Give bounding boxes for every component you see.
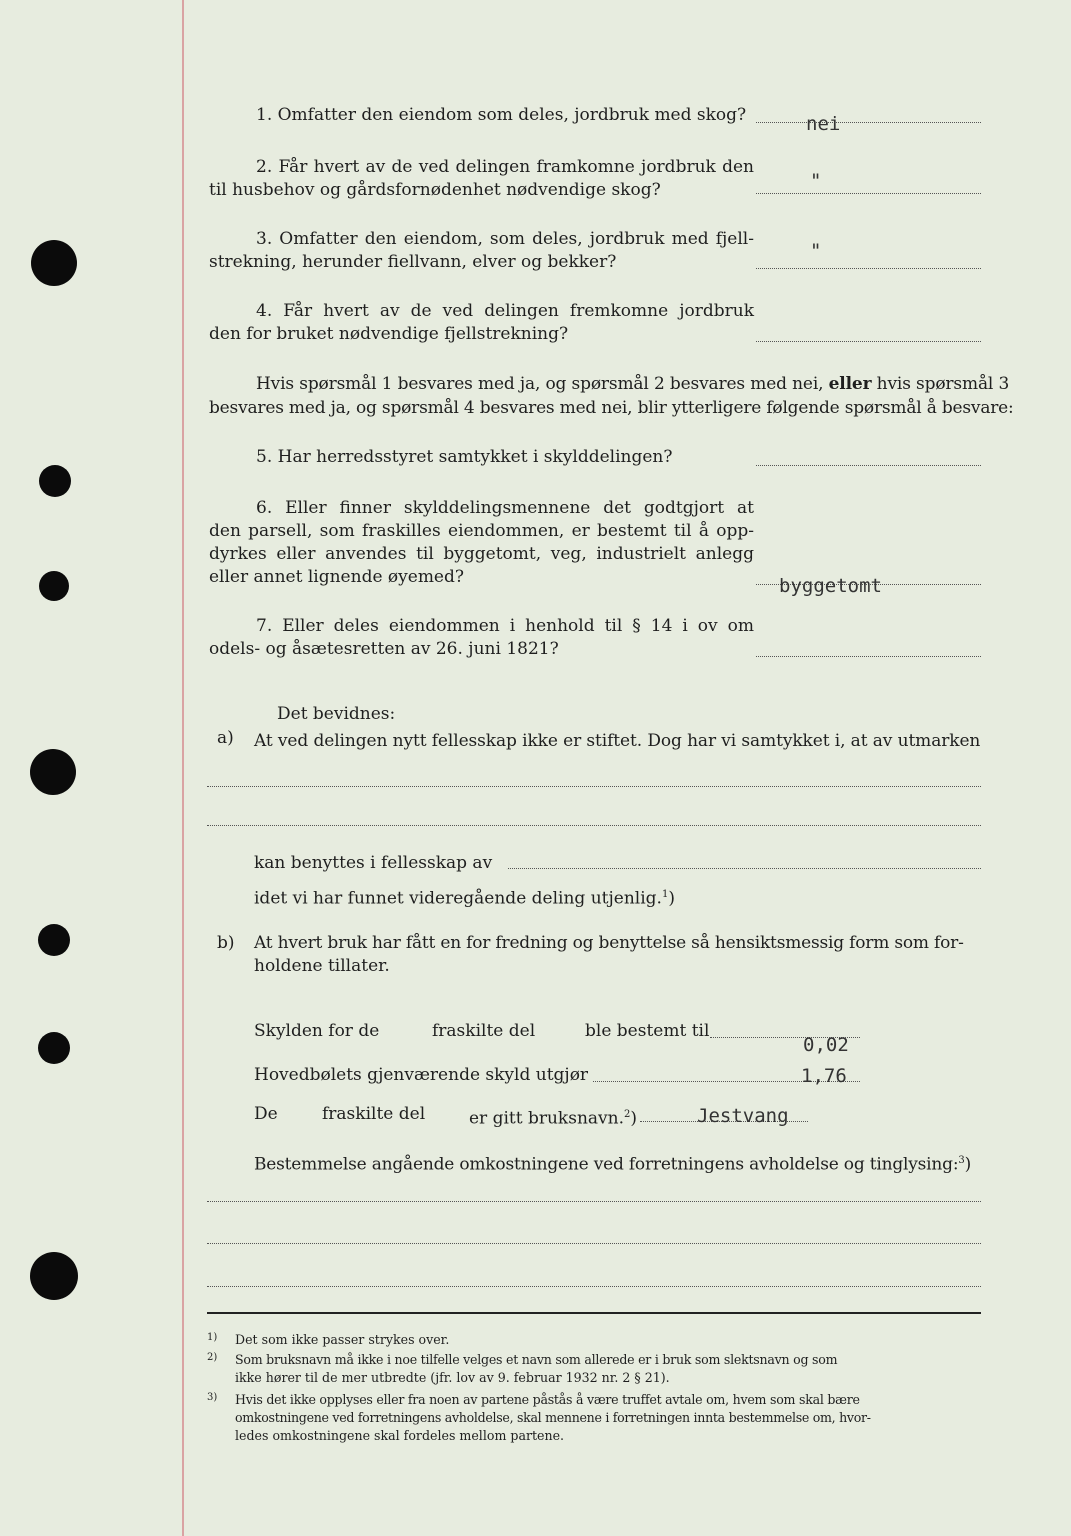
further-division-text xyxy=(254,883,675,911)
condition-line-1 xyxy=(256,373,1009,396)
answer-2: " xyxy=(810,170,822,192)
attest-a-text: At ved delingen nytt fellesskap ikke er stiftet. Dog har vi samtykket i, at av utmarken xyxy=(254,731,981,751)
footnote-3-line-3: ledes omkostningene skal fordeles mellom partene. xyxy=(235,1428,565,1443)
answer-line-3 xyxy=(756,268,981,269)
question-7-line-1: 7. Eller deles eiendommen i henhold til § 14 i ov om xyxy=(256,616,754,636)
footnote-3-mark: 3) xyxy=(207,1392,218,1403)
name-part-2: fraskilte del xyxy=(322,1104,426,1124)
footnote-3-line-1: Hvis det ikke opplyses eller fra noen av partene påstås å være truffet avtale om, hvem som skal bære xyxy=(235,1392,860,1407)
answer-line-2 xyxy=(756,193,981,194)
answer-line-4 xyxy=(756,341,981,342)
answer-line-5 xyxy=(756,465,981,466)
footnote-1: Det som ikke passer strykes over. xyxy=(235,1332,450,1347)
condition-eller: eller xyxy=(828,374,872,394)
hoved-label: Hovedbølets gjenværende skyld utgjør xyxy=(254,1065,589,1085)
footnote-2-mark: 2) xyxy=(207,1352,218,1363)
punch-hole-3 xyxy=(39,571,69,601)
further-division-close: ) xyxy=(668,888,675,909)
attest-b-line-2: holdene tillater. xyxy=(254,956,390,976)
cost-label: Bestemmelse angående omkostningene ved forretningens avholdelse og tinglysing:$^3$) xyxy=(254,1154,971,1175)
answer-3: " xyxy=(810,240,822,262)
bruksnavn-value: Jestvang xyxy=(697,1105,789,1127)
question-2-line-1: 2. Får hvert av de ved delingen framkomne jordbruk den xyxy=(256,157,754,177)
name-part-1: De xyxy=(254,1104,278,1124)
condition-line-2: besvares med ja, og spørsmål 4 besvares med nei, blir ytterligere følgende spørsmål å besvare: xyxy=(209,398,1014,418)
footnote-2-line-1: Som bruksnavn må ikke i noe tilfelle velges et navn som allerede er i bruk som slektsnavn og som xyxy=(235,1352,838,1367)
skyld-part-3: ble bestemt til xyxy=(585,1021,710,1041)
punch-hole-5 xyxy=(38,924,70,956)
attest-a-line-1 xyxy=(207,786,981,787)
bruksnavn-label: er gitt bruksnavn. xyxy=(469,1108,625,1129)
skyld-part-2: fraskilte del xyxy=(432,1021,536,1041)
question-4-line-2: den for bruket nødvendige fjellstrekning? xyxy=(209,324,569,344)
attest-a-line-2 xyxy=(207,825,981,826)
attest-b-line-1: At hvert bruk har fått en for fredning og benyttelse så hensiktsmessig form som for- xyxy=(254,933,964,953)
cost-label-text: Bestemmelse angående omkostningene ved forretningens avholdelse og tinglysing: xyxy=(254,1154,959,1175)
footnote-separator xyxy=(207,1312,981,1314)
punch-hole-4 xyxy=(30,749,76,795)
skyld-value: 0,02 xyxy=(803,1034,849,1056)
condition-text-a: Hvis spørsmål 1 besvares med ja, og spørsmål 2 besvares med nei, xyxy=(256,374,824,394)
question-6-line-3: dyrkes eller anvendes til byggetomt, veg, industrielt anlegg xyxy=(209,544,754,564)
hoved-value: 1,76 xyxy=(801,1065,847,1087)
footnote-1-mark: 1) xyxy=(207,1332,218,1343)
footnote-ref-3: 3 xyxy=(958,1155,965,1166)
attest-heading: Det bevidnes: xyxy=(277,704,396,724)
question-1: 1. Omfatter den eiendom som deles, jordbruk med skog? xyxy=(256,105,747,125)
footnote-ref-2: 2 xyxy=(624,1109,631,1120)
further-division-main: idet vi har funnet videregående deling utjenlig. xyxy=(254,888,662,909)
question-3-line-2: strekning, herunder fiellvann, elver og bekker? xyxy=(209,252,617,272)
question-7-line-2: odels- og åsætesretten av 26. juni 1821? xyxy=(209,639,559,659)
punch-hole-2 xyxy=(39,465,71,497)
punch-hole-7 xyxy=(30,1252,78,1300)
cost-line-1 xyxy=(207,1201,981,1202)
question-6-line-1: 6. Eller finner skylddelingsmennene det godtgjort at xyxy=(256,498,754,518)
question-6-line-2: den parsell, som fraskilles eiendommen, er bestemt til å opp- xyxy=(209,521,754,541)
skyld-part-1: Skylden for de xyxy=(254,1021,380,1041)
name-part-3 xyxy=(469,1103,637,1131)
punch-hole-1 xyxy=(31,240,77,286)
answer-6: byggetomt xyxy=(779,575,882,597)
question-4-line-1: 4. Får hvert av de ved delingen fremkomne jordbruk xyxy=(256,301,754,321)
answer-line-1 xyxy=(756,122,981,123)
footnote-2-line-2: ikke hører til de mer utbredte (jfr. lov av 9. februar 1932 nr. 2 § 21). xyxy=(235,1370,670,1385)
answer-line-7 xyxy=(756,656,981,657)
bruksnavn-close: ) xyxy=(630,1108,638,1129)
question-2-line-2: til husbehov og gårdsfornødenhet nødvendige skog? xyxy=(209,180,661,200)
cost-line-3 xyxy=(207,1286,981,1287)
shared-use-label: kan benyttes i fellesskap av xyxy=(254,853,493,873)
condition-text-b: hvis spørsmål 3 xyxy=(876,374,1010,394)
red-margin-line xyxy=(182,0,184,1536)
footnote-ref-1: 1 xyxy=(661,889,669,900)
punch-hole-6 xyxy=(38,1032,70,1064)
shared-use-line xyxy=(508,868,981,869)
question-6-line-4: eller annet lignende øyemed? xyxy=(209,567,464,587)
attest-b-label: b) xyxy=(217,933,235,953)
question-3-line-1: 3. Omfatter den eiendom, som deles, jordbruk med fjell- xyxy=(256,229,754,249)
answer-1: nei xyxy=(806,113,841,135)
attest-a-label: a) xyxy=(217,728,234,748)
cost-line-2 xyxy=(207,1243,981,1244)
footnote-3-line-2: omkostningene ved forretningens avholdelse, skal mennene i forretningen innta bestemmelse om, hvor- xyxy=(235,1410,871,1425)
question-5: 5. Har herredsstyret samtykket i skylddelingen? xyxy=(256,447,673,467)
